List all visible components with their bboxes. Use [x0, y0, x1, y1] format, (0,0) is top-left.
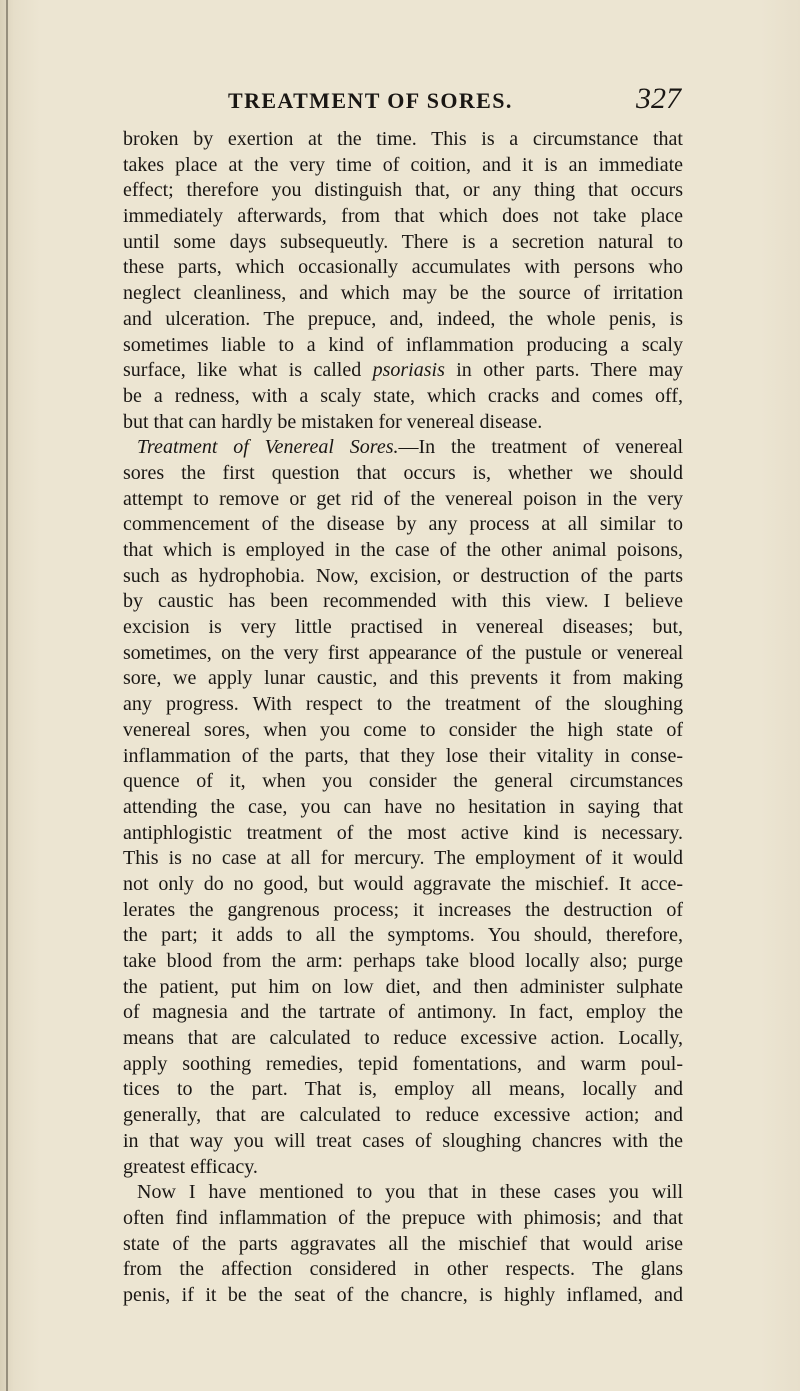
text-line: until some days subsequeutly. There is a secretion natural to: [123, 230, 683, 253]
text-line: lerates the gangrenous process; it increases the destruction of: [123, 898, 683, 921]
text-line: takes place at the very time of coition, and it is an immediate: [123, 153, 683, 176]
text-line: take blood from the arm: perhaps take blood locally also; purge: [123, 950, 683, 972]
text-line: tices to the part. That is, employ all means, locally and: [123, 1078, 683, 1101]
running-title: TREATMENT OF SORES.: [228, 88, 513, 113]
text-line: means that are calculated to reduce excessive action. Locally,: [123, 1027, 683, 1050]
text-line: of magnesia and the tartrate of antimony. In fact, employ the: [123, 1001, 683, 1024]
text-line: state of the parts aggravates all the mischief that would arise: [123, 1232, 683, 1255]
text-line: Now I have mentioned to you that in these cases you will: [137, 1181, 683, 1204]
text-fragment: in other parts. There may: [444, 359, 683, 382]
text-line: sores the first question that occurs is, whether we should: [123, 461, 683, 484]
text-line: venereal sores, when you come to consider the high state of: [123, 718, 683, 741]
text-line: not only do no good, but would aggravate the mischief. It acce-: [123, 872, 683, 895]
text-line: immediately afterwards, from that which does not take place: [123, 205, 683, 228]
text-line: that which is employed in the case of the other animal poisons,: [123, 539, 683, 561]
section-heading-line: [123, 435, 683, 461]
text-line: commencement of the disease by any process at all similar to: [123, 513, 683, 536]
text-line: these parts, which occasionally accumulates with persons who: [123, 256, 683, 279]
text-line: This is no case at all for mercury. The employment of it would: [123, 847, 683, 870]
text-line: in that way you will treat cases of sloughing chancres with the: [123, 1129, 683, 1152]
text-line: inflammation of the parts, that they lose their vitality in conse-: [123, 744, 683, 767]
text-line: attending the case, you can have no hesitation in saying that: [123, 795, 683, 818]
italic-term-psoriasis: psoriasis: [372, 359, 445, 382]
text-fragment: —In the treatment of venereal: [398, 436, 683, 459]
text-line: from the affection considered in other respects. The glans: [123, 1258, 683, 1281]
text-line: excision is very little practised in venereal diseases; but,: [123, 616, 683, 639]
body-text: [123, 127, 683, 1309]
text-line: generally, that are calculated to reduce excessive action; and: [123, 1104, 683, 1127]
text-line: greatest efficacy.: [123, 1155, 258, 1178]
text-line: the patient, put him on low diet, and then administer sulphate: [123, 975, 683, 998]
text-line-psoriasis: [123, 358, 683, 384]
text-line: quence of it, when you consider the general circumstances: [123, 770, 683, 793]
text-line: but that can hardly be mistaken for venereal disease.: [123, 410, 543, 433]
text-line: be a redness, with a scaly state, which cracks and comes off,: [123, 384, 683, 407]
text-line: any progress. With respect to the treatment of the sloughing: [123, 693, 683, 716]
page-number: 327: [636, 82, 681, 115]
text-line: sore, we apply lunar caustic, and this prevents it from making: [123, 667, 683, 690]
text-line: neglect cleanliness, and which may be the source of irritation: [123, 282, 683, 305]
binding-edge: [6, 0, 8, 1391]
text-line: antiphlogistic treatment of the most active kind is necessary.: [123, 821, 683, 844]
text-fragment: surface, like what is called: [123, 359, 373, 382]
text-line: attempt to remove or get rid of the venereal poison in the very: [123, 487, 683, 510]
running-head: [0, 82, 800, 122]
text-line: by caustic has been recommended with this view. I believe: [123, 590, 683, 613]
text-line: often find inflammation of the prepuce with phimosis; and that: [123, 1206, 683, 1229]
text-line: apply soothing remedies, tepid fomentations, and warm poul-: [123, 1052, 683, 1075]
section-heading: Treatment of Venereal Sores.: [137, 436, 399, 459]
text-line: and ulceration. The prepuce, and, indeed, the whole penis, is: [123, 307, 683, 330]
text-line: sometimes, on the very first appearance of the pustule or venereal: [123, 641, 683, 664]
text-line: such as hydrophobia. Now, excision, or destruction of the parts: [123, 564, 683, 587]
text-line: the part; it adds to all the symptoms. You should, therefore,: [123, 924, 683, 947]
text-line: effect; therefore you distinguish that, or any thing that occurs: [123, 179, 683, 202]
text-line: penis, if it be the seat of the chancre, is highly inflamed, and: [123, 1283, 683, 1306]
text-line: broken by exertion at the time. This is a circumstance that: [123, 128, 683, 150]
text-line: sometimes liable to a kind of inflammation producing a scaly: [123, 333, 683, 356]
